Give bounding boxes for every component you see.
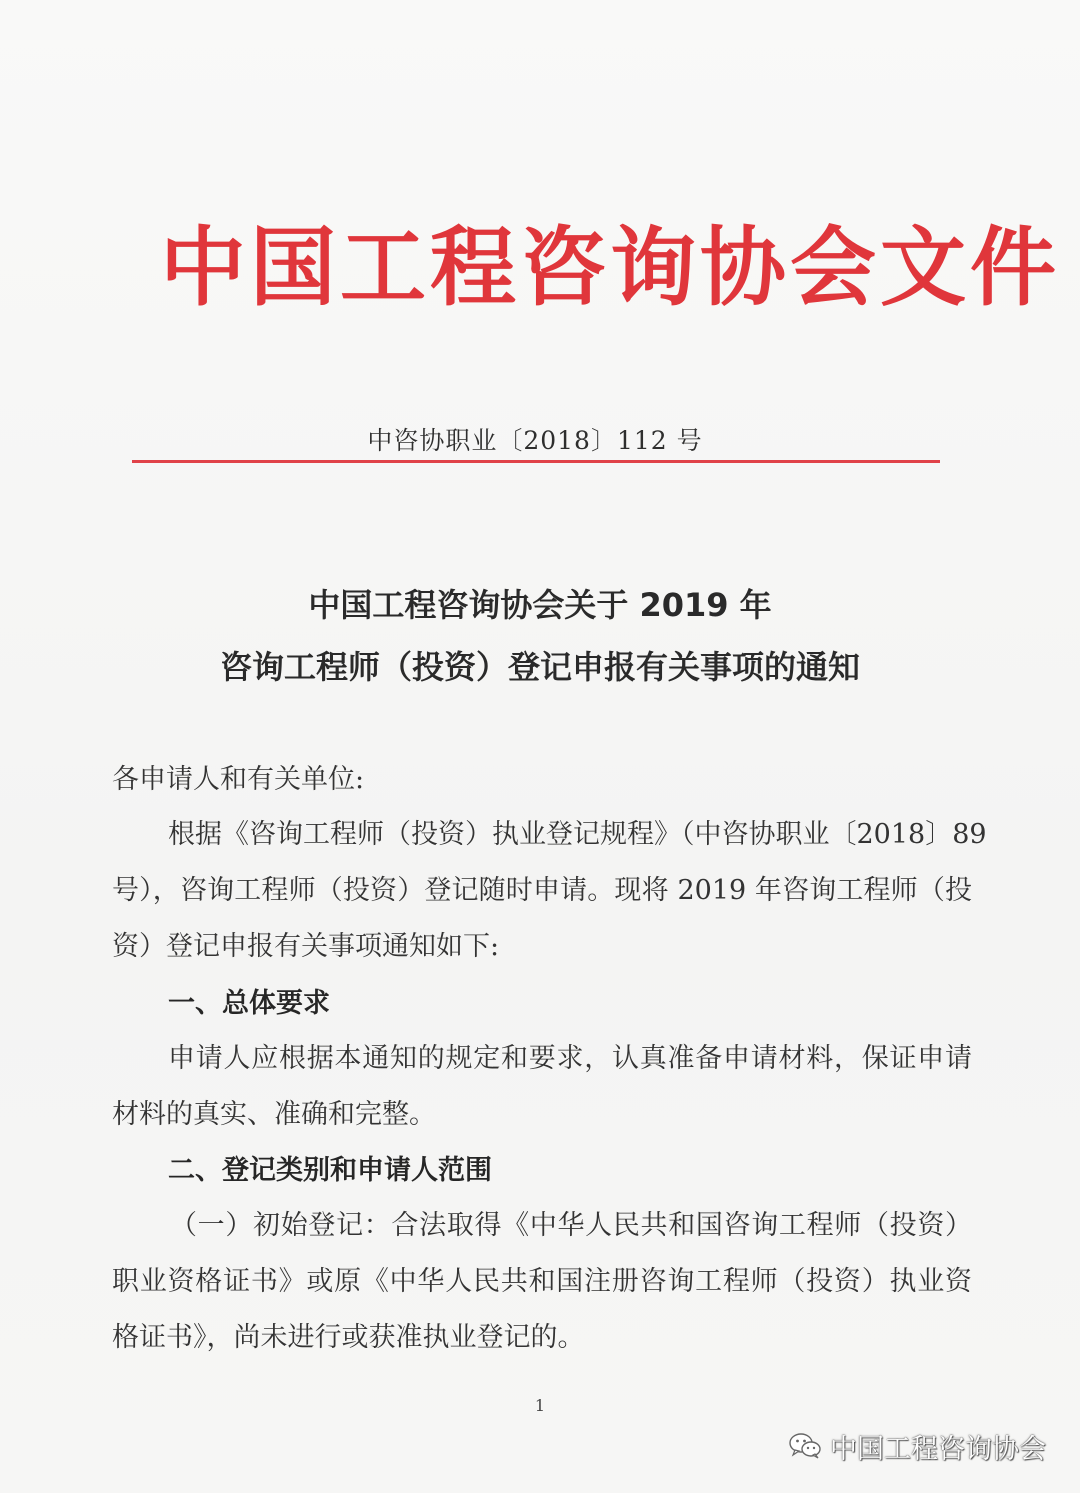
red-divider [132,460,940,463]
page-number: 1 [534,1396,546,1415]
section-1-heading: 一、总体要求 [168,988,330,1019]
paragraph-2-line-1: 申请人应根据本通知的规定和要求，认真准备申请材料，保证申请 [168,1043,972,1074]
document-number: 中咨协职业〔2018〕112 号 [367,426,703,455]
paragraph-1-line-2: 号），咨询工程师（投资）登记随时申请。现将 2019 年咨询工程师（投 [112,875,972,906]
watermark-text: 中国工程咨询协会 [830,1433,1046,1465]
paragraph-1-line-3: 资）登记申报有关事项通知如下: [112,931,500,962]
notice-title-line-1: 中国工程咨询协会关于 2019 年 [308,586,772,624]
paragraph-3-line-1: （一）初始登记：合法取得《中华人民共和国咨询工程师（投资） [170,1210,972,1241]
salutation: 各申请人和有关单位: [112,764,365,795]
section-2-heading: 二、登记类别和申请人范围 [168,1155,492,1186]
document-header-title: 中国工程咨询协会文件 [160,218,1060,318]
paragraph-3-line-2: 职业资格证书》或原《中华人民共和国注册咨询工程师（投资）执业资 [112,1266,972,1297]
paragraph-1-line-1: 根据《咨询工程师（投资）执业登记规程》（中咨协职业〔2018〕89 [168,819,987,850]
notice-title-line-2: 咨询工程师（投资）登记申报有关事项的通知 [219,648,860,686]
paragraph-2-line-2: 材料的真实、准确和完整。 [112,1099,436,1130]
paragraph-3-line-3: 格证书》，尚未进行或获准执业登记的。 [112,1322,585,1353]
wechat-icon [788,1431,822,1461]
watermark [788,1426,1046,1466]
